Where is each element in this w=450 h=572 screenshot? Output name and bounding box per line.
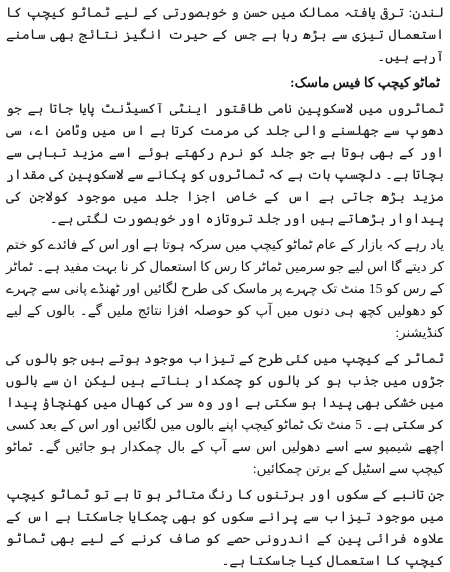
paragraph-lycopene: ٹماٹروں میں لاسکوپین نامی طاقتور اینٹی آکسیڈنٹ پایا جاتا ہے جو دھوپ سے جھلسنے والی جلد کی مرمت کرتا ہے اس میں وٹامن اے، سی اور کے بھی ہوتا ہے جو جلد کو نرم رکھتے ہوئے اسے مزید تباہی سے بچاتا ہے۔ دلچسپ بات ہے کہ ٹماٹروں کو پکانے سے لاسکوپین کی مقدار مزید بڑھ جاتی ہے اس کے خاص اجزا جلد میں موجود کولاجن کی پیداوار بڑھاتے ہیں اور جلد تروتازہ اور خوبصورت لگتی ہے۔	[6, 101, 444, 226]
paragraph-copper-coins: جن تانبے کے سکوں اور برتنوں کا رنگ متاثر ہو تا ہے تو ٹماٹو کیچپ میں موجود تیزاب سے پرانے سکوں کو بھی چمکایا جاسکتا ہے اس کے علاوہ فرائی پین کے اندرونی حصے کو صاف کرنے کے لیے بھی ٹماٹو کیچپ کا استعمال کیا جاسکتا ہے۔	[6, 487, 444, 568]
subheading-face-mask: ٹماٹو کیچپ کا فیس ماسک:	[290, 75, 440, 90]
lead-paragraph: لندن: ترقی یافتہ ممالک میں حسن و خوبصورتی کے لیے ٹماٹو کیچپ کا استعمال تیزی سے بڑھ رہا ہے جس کے حیرت انگیز نتائج بھی سامنے آرہے ہیں۔	[6, 5, 444, 64]
paragraph-tomato-juice-mask: یاد رہے کہ بازار کے عام ٹماٹو کیچپ میں سرکہ ہوتا ہے اور اس کے فائدے کو ختم کر دیتے گا اس لیے جو سرمیں ٹماٹر کا رس کا استعمال کر نا بہت مفید ہے۔ ٹماٹر کے رس کو 15 منٹ تک چہرے پر ماسک کی طرح لگائیں اور ٹھنڈے پانی سے چہرے کو دھولیں کچھ ہی دنوں میں آپ کو حوصلہ افزا نتائج ملیں گے۔ بالوں کے لیے کنڈیشنر:	[6, 237, 444, 340]
paragraph-hair-conditioner: ٹماٹر کے کیچپ میں کئی طرح کے تیزاب موجود ہوتے ہیں جو بالوں کی جڑوں میں جذب ہو کر بالوں کو چمکدار بناتے ہیں لیکن ان سے بالوں میں خشکی بھی پیدا ہو سکتی ہے اور وہ سر کی کھال میں کھنچاؤ پیدا کر سکتی ہے۔ 5 منٹ تک ٹماٹو کیچپ اپنے بالوں میں لگائیں اور اس کے بعد کسی اچھے شیمپو سے اسے دھولیں اس سے آپ کے بال چمکدار ہو جائیں گے۔ ٹماٹو کیچپ سے اسٹیل کے برتن چمکائیں:	[6, 351, 444, 476]
